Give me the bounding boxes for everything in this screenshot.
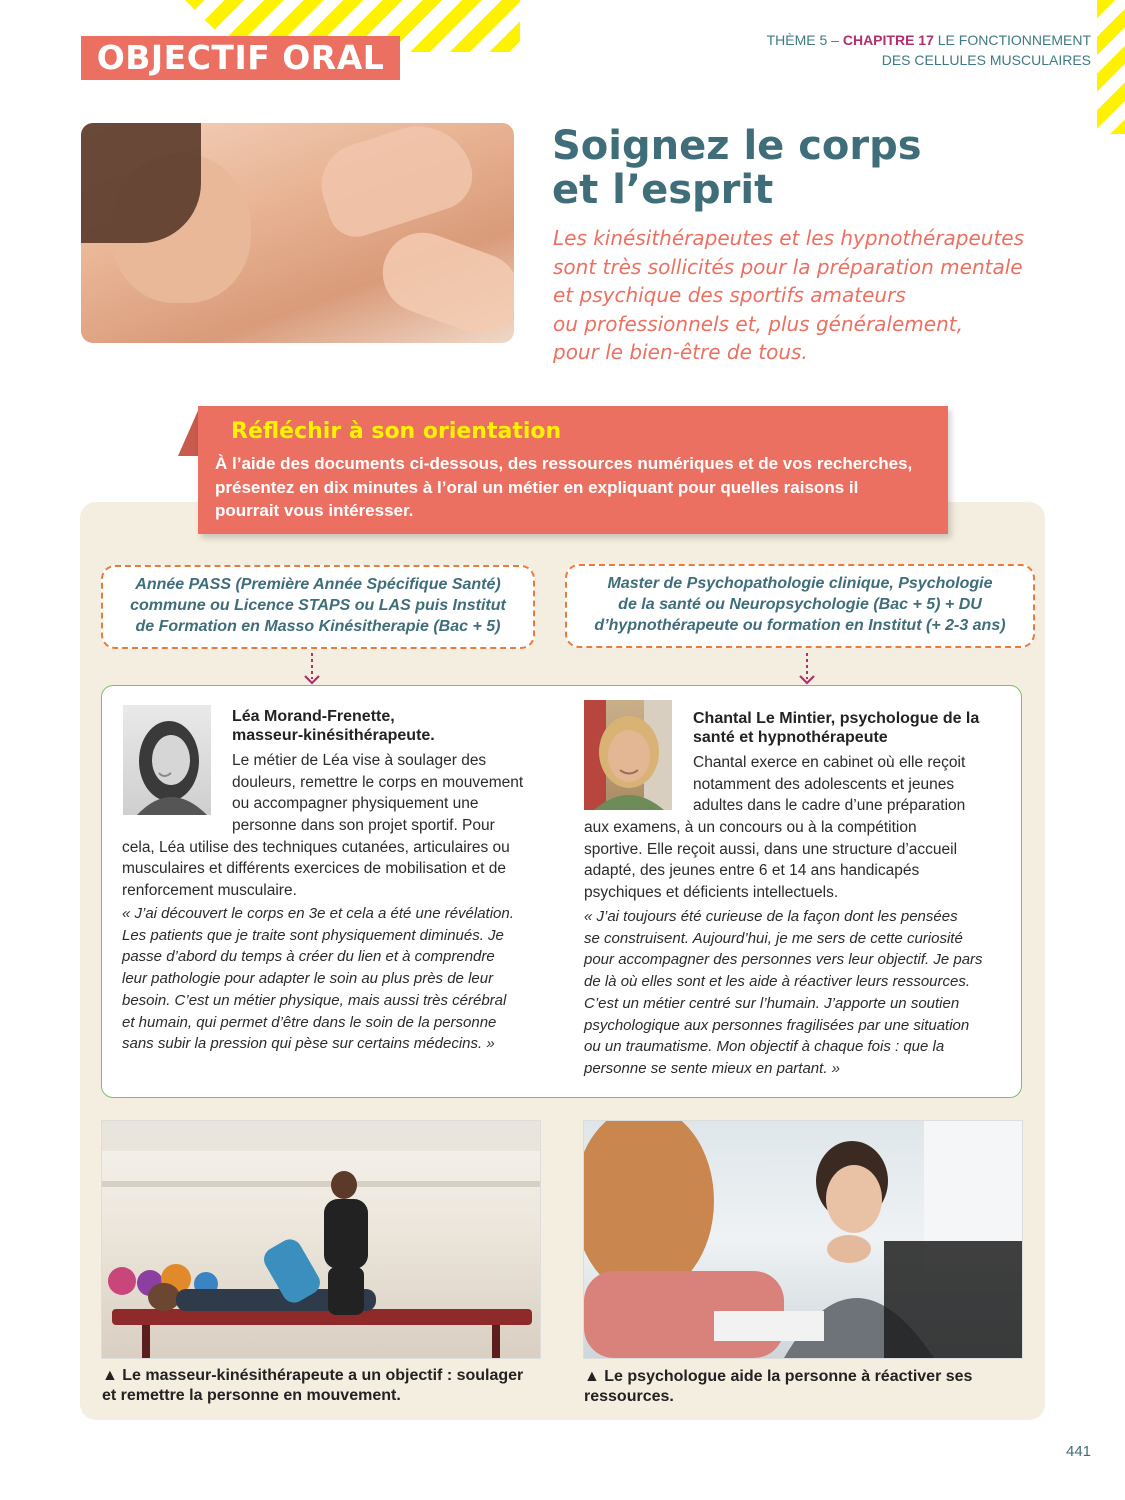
page-title: Soignez le corps et l’esprit	[552, 123, 922, 213]
chantal-name: Chantal Le Mintier, psychologue de la santé et hypnothérapeute	[693, 710, 980, 746]
lea-bio: Le métier de Léa vise à soulager des douleurs, remettre le corps en mouvement ou accompagner physiquement une	[232, 752, 524, 813]
objectif-oral-badge: OBJECTIF ORAL	[81, 36, 400, 80]
chantal-bio-continued: aux examens, à un concours ou à la compétition sportive. Elle reçoit aussi, dans une structure d’accueil adapté, des jeunes entre 6 et 14 ans handicapés psychiques et déficients intellectuels.	[584, 819, 958, 902]
psychologist-session-photo	[584, 1121, 1022, 1358]
photo-hair	[81, 123, 201, 243]
chantal-quote: « J’ai toujours été curieuse de la façon dont les pensées se construisent. Aujourd’hui, je me sers de cette curiosité pour accompagner des personnes vers leur objectif. Je pars de là où elles sont et les aide à réactiver leurs ressources. C’est un métier centré sur l’humain. J’apporte un soutien psychologique aux personnes fragilisées par une situation ou un traumatisme. Mon objectif à chaque fois : que la personne se sente mieux en partant. »	[584, 908, 983, 1077]
massage-photo	[81, 123, 514, 343]
side-stripes	[1097, 0, 1125, 134]
kine-session-photo	[102, 1121, 540, 1358]
psy-photo-caption: ▲ Le psychologue aide la personne à réactiver ses ressources.	[584, 1368, 973, 1405]
theme-label: THÈME 5 –	[766, 32, 843, 48]
arrow-down-icon	[302, 652, 322, 686]
task-fold	[178, 406, 200, 456]
lea-portrait	[123, 705, 211, 815]
chapter-header	[731, 30, 1091, 70]
arrow-down-icon	[797, 652, 817, 686]
chapter-title-2: DES CELLULES MUSCULAIRES	[881, 52, 1091, 68]
chantal-bio: Chantal exerce en cabinet où elle reçoit notamment des adolescents et jeunes adultes dans le cadre d’une préparation	[693, 754, 966, 815]
chantal-portrait	[584, 700, 672, 810]
study-path-kine: Année PASS (Première Année Spécifique Santé) commune ou Licence STAPS ou LAS puis Institut de Formation en Masso Kinésitherapie (Bac + 5)	[101, 565, 535, 649]
lea-name: Léa Morand-Frenette, masseur-kinésithérapeute.	[232, 708, 435, 744]
lea-bio-continued: personne dans son projet sportif. Pour cela, Léa utilise des techniques cutanées, articulaires ou musculaires et différents exercices de mobilisation et de renforcement musculaire.	[122, 817, 510, 900]
lea-quote: « J’ai découvert le corps en 3e et cela a été une révélation. Les patients que je traite sont physiquement diminués. Je passe d’abord du temps à créer du lien et à comprendre leur pathologie pour adapter le soin au plus près de leur besoin. C’est un métier physique, mais aussi très cérébral et humain, qui permet d’être dans le soin de la personne sans subir la pression qui pèse sur certains médecins. »	[122, 905, 514, 1053]
intro-text: Les kinésithérapeutes et les hypnothérapeutes sont très sollicités pour la préparation mentale et psychique des sportifs amateurs ou professionnels et, plus généralement, pour le bien-être de tous.	[553, 226, 1025, 364]
study-path-psy: Master de Psychopathologie clinique, Psychologie de la santé ou Neuropsychologie (Bac + 5) + DU d’hypnothérapeute ou formation en Institut (+ 2-3 ans)	[565, 564, 1035, 648]
photo-hand	[311, 123, 481, 244]
kine-photo-caption: ▲ Le masseur-kinésithérapeute a un objectif : soulager et remettre la personne en mouvement.	[102, 1367, 524, 1404]
page-number: 441	[1066, 1443, 1092, 1460]
chapter-title-1: LE FONCTIONNEMENT	[933, 32, 1091, 48]
task-instructions: À l’aide des documents ci-dessous, des ressources numériques et de vos recherches, présentez en dix minutes à l’oral un métier en expliquant pour quelles raisons il pourrait vous intéresser.	[215, 454, 913, 520]
chapter-label: CHAPITRE 17	[842, 32, 934, 48]
photo-hand	[372, 221, 514, 343]
task-title: Réfléchir à son orientation	[231, 419, 562, 444]
